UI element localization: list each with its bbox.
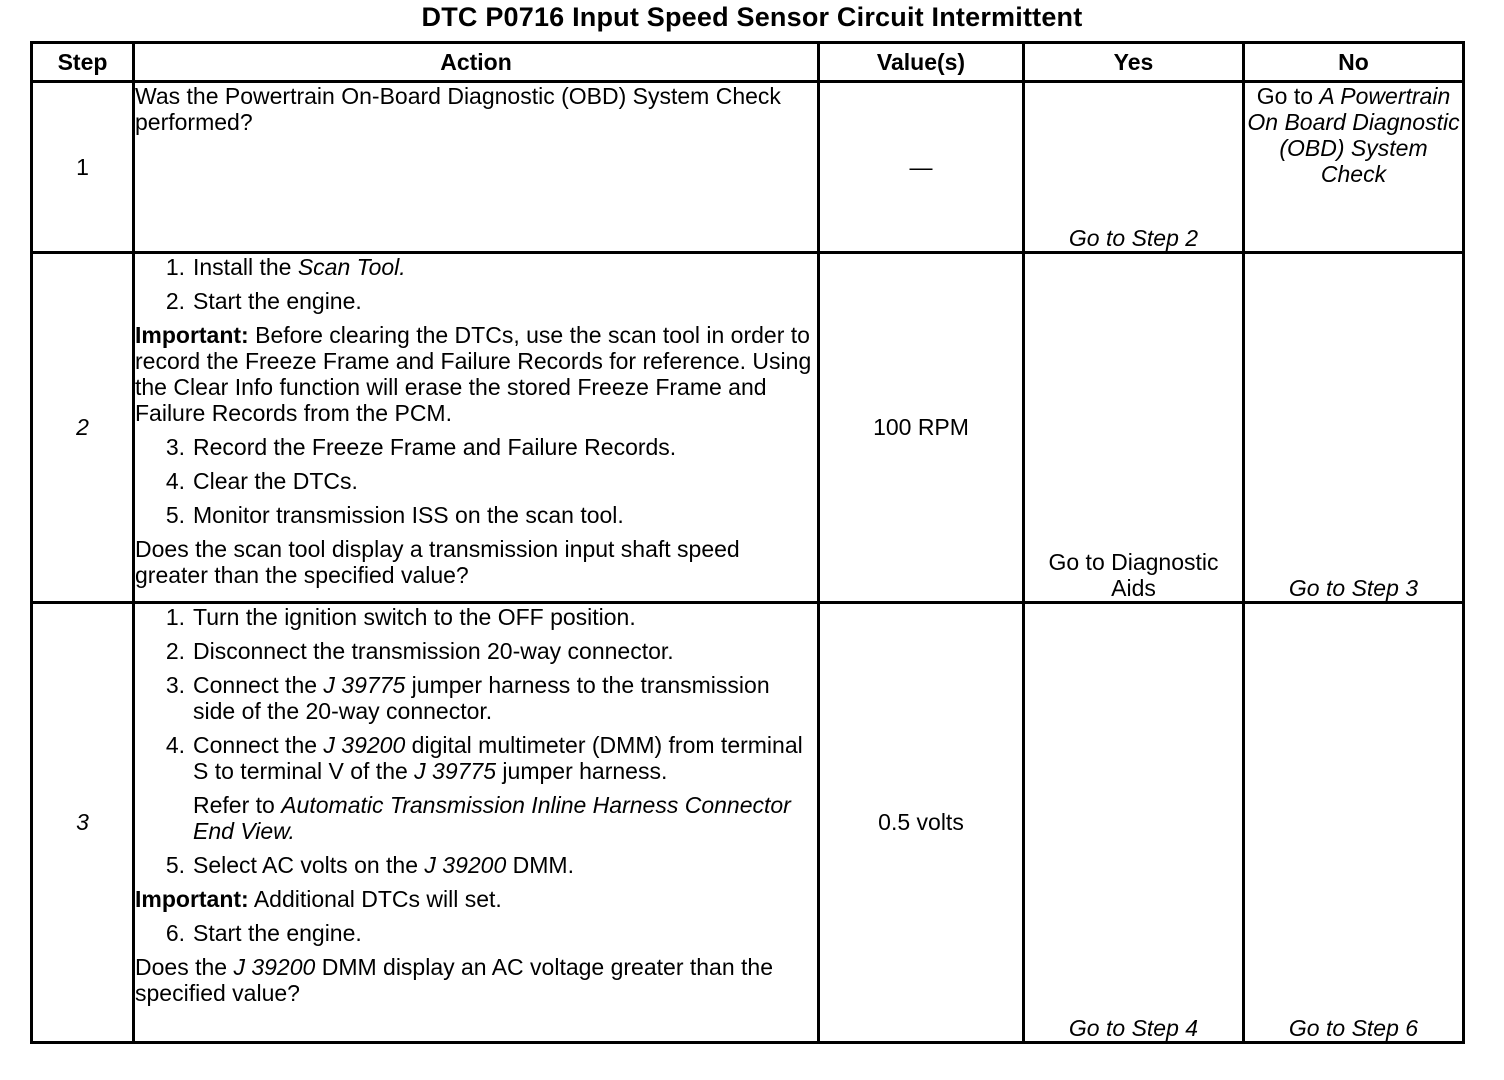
no-prefix: Go to [1256,83,1314,109]
header-yes: Yes [1024,43,1244,82]
refer-note: Refer to Automatic Transmission Inline Harness Connector End View. [193,792,791,844]
step-number: 2 [32,253,134,603]
connector-end-view-link[interactable]: Automatic Transmission Inline Harness Connector End View. [193,792,791,844]
list-item: 5. Monitor transmission ISS on the scan tool. [165,502,624,528]
tool-ref: J 39775 [323,672,406,698]
list-item: 2. Start the engine. [165,288,362,314]
table-row [32,82,1464,253]
action-question: Does the scan tool display a transmission input shaft speed greater than the specified value? [135,536,740,588]
list-item: 1. Install the Scan Tool. [165,254,406,280]
yes-link[interactable]: Go to Step 4 [1024,603,1244,1043]
step-number: 1 [32,82,134,253]
list-item: 6. Start the engine. [165,920,362,946]
page-title: DTC P0716 Input Speed Sensor Circuit Intermittent [421,2,1083,32]
header-step: Step [32,43,134,82]
action-question: Was the Powertrain On-Board Diagnostic (OBD) System Check performed? [135,83,781,135]
value-cell: 0.5 volts [819,603,1024,1043]
header-no: No [1244,43,1464,82]
no-link[interactable]: Go to Step 3 [1244,253,1464,603]
list-item: 1. Turn the ignition switch to the OFF position. [165,604,636,630]
list-item: 4. Connect the J 39200 digital multimeter (DMM) from terminal S to terminal V of the J 39775 jumper harness. [165,732,803,784]
header-action: Action [134,43,819,82]
no-cell [1244,82,1464,253]
list-item: 3. Record the Freeze Frame and Failure Records. [165,434,677,460]
table-row [32,603,1464,1043]
action-cell [134,253,819,603]
important-note: Important: Additional DTCs will set. [135,886,502,912]
tool-ref: J 39200 [323,732,406,758]
header-row [32,43,1464,82]
yes-link[interactable]: Go to Diagnostic Aids [1024,253,1244,603]
no-link[interactable]: A Powertrain On Board Diagnostic (OBD) System Check [1247,83,1460,187]
list-item: 4. Clear the DTCs. [165,468,358,494]
action-cell [134,603,819,1043]
value-cell: — [819,82,1024,253]
action-question: Does the J 39200 DMM display an AC voltage greater than the specified value? [135,954,773,1006]
yes-link[interactable]: Go to Step 2 [1024,82,1244,253]
tool-ref: J 39200 [424,852,507,878]
tool-ref: J 39200 [233,954,316,980]
list-item: 3. Connect the J 39775 jumper harness to the transmission side of the 20-way connector. [165,672,770,724]
value-cell: 100 RPM [819,253,1024,603]
step-number: 3 [32,603,134,1043]
list-item: 2. Disconnect the transmission 20-way connector. [165,638,674,664]
list-item: 5. Select AC volts on the J 39200 DMM. [165,852,574,878]
no-link[interactable]: Go to Step 6 [1244,603,1464,1043]
important-note: Important: Before clearing the DTCs, use the scan tool in order to record the Freeze Frame and Failure Records for reference. Using the Clear Info function will erase the stored Freeze Frame and Failure Records from the PCM. [135,322,812,426]
scan-tool-link[interactable]: Scan Tool. [297,254,406,280]
diagnostic-table [30,41,1465,1044]
tool-ref: J 39775 [414,758,497,784]
table-row [32,253,1464,603]
action-cell [134,82,819,253]
header-values: Value(s) [819,43,1024,82]
